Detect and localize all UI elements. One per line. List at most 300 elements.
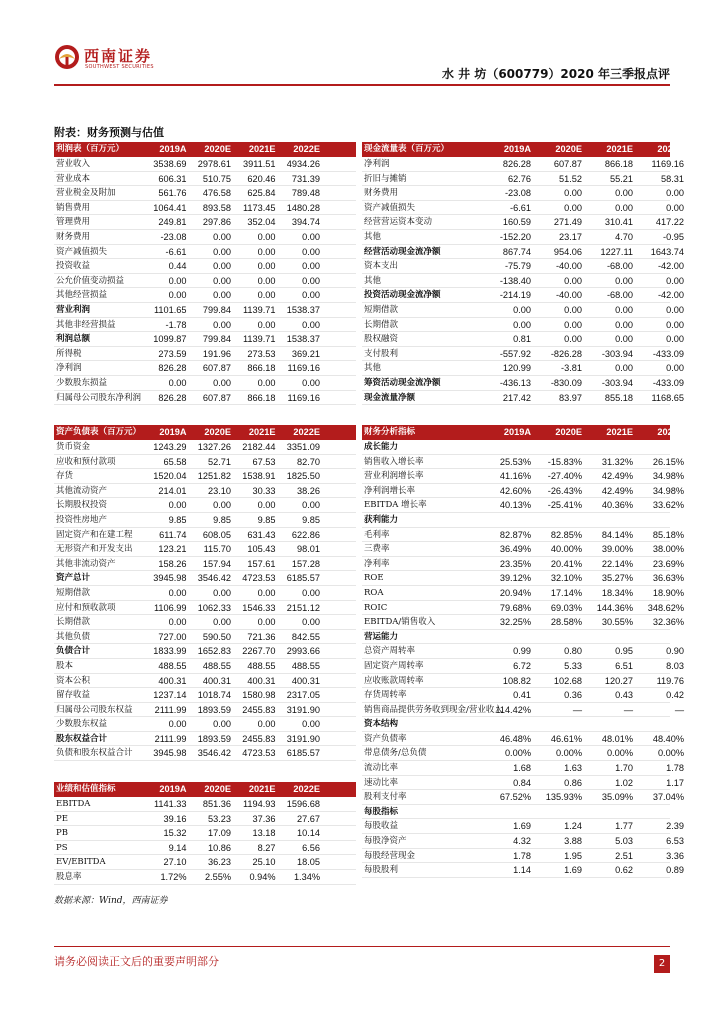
table-row <box>54 870 356 885</box>
row-value: 1194.93 <box>242 799 276 809</box>
row-value: 3911.51 <box>242 159 276 169</box>
row-value: 0.80 <box>564 646 582 657</box>
row-label: 每股收益 <box>364 821 399 832</box>
table-row <box>54 601 356 616</box>
table-row <box>362 469 684 484</box>
row-value: 48.40% <box>652 733 684 744</box>
table-row <box>54 812 356 827</box>
row-value: 2455.83 <box>242 733 276 744</box>
row-value: 400.31 <box>158 675 187 686</box>
appendix-title: 附表：财务预测与估值 <box>54 126 164 139</box>
year-header: 2021E <box>606 144 633 154</box>
row-value: 42.60% <box>499 485 531 496</box>
table-row <box>362 440 670 455</box>
table-row <box>362 586 684 601</box>
row-label: 速动比率 <box>364 777 399 788</box>
table-row <box>54 484 356 499</box>
row-value: 2317.05 <box>286 690 320 701</box>
row-value: 42.49% <box>601 471 633 482</box>
table-header-row <box>54 425 356 440</box>
row-value: 3945.98 <box>153 573 187 584</box>
row-value: 157.94 <box>202 558 231 569</box>
company-logo <box>54 44 179 74</box>
row-value: 41.16% <box>499 471 531 482</box>
row-label: EV/EBITDA <box>56 857 106 868</box>
row-value: 488.55 <box>158 660 187 671</box>
row-value: 1480.28 <box>286 202 320 213</box>
table-title: 利润表（百万元） <box>56 144 125 154</box>
row-value <box>482 805 533 819</box>
row-value: 1106.99 <box>153 602 187 613</box>
row-value: 32.36% <box>652 617 684 628</box>
row-value: 3945.98 <box>153 748 187 759</box>
row-label: 股东权益合计 <box>56 733 108 744</box>
row-label: 应收账款周转率 <box>364 675 424 686</box>
row-value: 1.17 <box>666 777 684 788</box>
valuation-table <box>54 782 356 885</box>
row-label: 每股净资产 <box>364 836 407 847</box>
row-label: PE <box>56 813 68 824</box>
row-value: 0.00 <box>615 334 633 345</box>
row-value: 4723.53 <box>242 573 276 584</box>
table-header-row <box>362 142 684 157</box>
row-label: 每股股利 <box>364 865 399 876</box>
row-value: -0.95 <box>663 231 684 242</box>
row-value: 348.62% <box>647 602 684 613</box>
row-value: -23.08 <box>160 231 187 242</box>
header-divider <box>54 84 670 86</box>
row-value: 0.00 <box>168 500 187 511</box>
row-label: 支付股利 <box>364 348 399 359</box>
row-value: 37.04% <box>652 792 684 803</box>
row-value: 0.00 <box>615 363 633 374</box>
table-row <box>362 761 684 776</box>
row-label: 应付和预收款项 <box>56 602 116 613</box>
data-source-note: 数据来源：Wind，西南证券 <box>54 896 168 906</box>
row-value: 0.00 <box>302 231 320 242</box>
table-row <box>54 513 356 528</box>
table-row <box>362 834 684 849</box>
row-value: 22.14% <box>601 558 633 569</box>
table-row <box>362 703 684 718</box>
row-label: 短期借款 <box>364 304 399 315</box>
row-label: 折旧与摊销 <box>364 173 407 184</box>
table-row <box>362 571 684 586</box>
row-label: EBITDA 增长率 <box>364 500 427 511</box>
row-value <box>482 630 533 644</box>
row-label: 其他非流动资产 <box>56 558 116 569</box>
row-label: 成长能力 <box>364 442 399 452</box>
row-value: 352.04 <box>247 217 276 228</box>
row-label: 其他经营损益 <box>56 290 108 301</box>
row-value: 1538.91 <box>242 471 276 482</box>
row-value: 39.00% <box>601 544 633 555</box>
row-label: 净利润增长率 <box>364 485 416 496</box>
row-value: -830.09 <box>550 377 582 388</box>
table-row <box>54 746 356 761</box>
row-label: 营业税金及附加 <box>56 188 116 199</box>
table-title: 业绩和估值指标 <box>56 784 116 794</box>
table-row <box>362 186 684 201</box>
row-label: 股利支付率 <box>364 792 407 803</box>
table-row <box>362 274 684 289</box>
row-label: 投资性房地产 <box>56 514 108 525</box>
row-value: 82.70 <box>297 456 320 467</box>
row-value: 1141.33 <box>153 799 187 809</box>
row-value: 0.62 <box>615 865 633 876</box>
row-label: 现金流量净额 <box>364 392 416 403</box>
row-value: 34.98% <box>652 471 684 482</box>
table-row <box>362 688 684 703</box>
financial-ratios-table <box>362 425 684 878</box>
row-value: 0.00 <box>302 246 320 257</box>
row-label: 应收和预付款项 <box>56 456 116 467</box>
row-value: 4934.26 <box>286 159 320 169</box>
row-value: 69.03% <box>550 602 582 613</box>
row-value: 23.10 <box>208 485 231 496</box>
row-value: 0.00 <box>257 377 276 388</box>
row-value: 0.00 <box>666 363 684 374</box>
row-value: 297.86 <box>202 217 231 228</box>
table-row <box>54 274 356 289</box>
row-label: 固定资产和在建工程 <box>56 529 133 540</box>
row-value: 2978.61 <box>197 159 231 169</box>
row-value: 23.35% <box>499 558 531 569</box>
row-value: 36.63% <box>652 573 684 584</box>
row-label: 每股指标 <box>364 806 399 817</box>
row-label: 其他流动资产 <box>56 485 108 496</box>
row-value: 18.05 <box>297 857 320 868</box>
table-row <box>362 484 684 499</box>
logo-mark-icon <box>54 44 80 70</box>
row-value: 1101.65 <box>153 304 187 315</box>
year-header: 2021E <box>248 784 276 794</box>
year-header: 2021E <box>248 427 276 437</box>
year-header: 2019A <box>503 144 531 154</box>
row-value: -138.40 <box>499 275 531 286</box>
year-header: 2022E <box>293 427 320 437</box>
row-value: 2.39 <box>666 821 684 832</box>
row-value: 10.14 <box>297 828 320 839</box>
row-value: — <box>623 704 633 715</box>
table-row <box>54 688 356 703</box>
row-value: -303.94 <box>601 348 633 359</box>
row-value: 1064.41 <box>153 202 187 213</box>
table-row <box>54 455 356 470</box>
row-value: 2111.99 <box>154 704 187 715</box>
row-value: 214.01 <box>158 485 187 496</box>
row-value: -557.92 <box>499 348 531 359</box>
row-value: 52.71 <box>208 456 231 467</box>
row-value: 1.69 <box>564 865 582 876</box>
row-value: 5.33 <box>564 660 582 671</box>
row-value: 1.95 <box>564 850 582 861</box>
table-title: 财务分析指标 <box>364 427 416 437</box>
row-value: 590.50 <box>202 631 231 642</box>
row-value: 2993.66 <box>286 646 320 657</box>
row-value <box>584 805 635 819</box>
row-value: 0.00 <box>257 500 276 511</box>
row-value: 0.00 <box>666 202 684 213</box>
row-value: -433.09 <box>652 348 684 359</box>
row-value: 0.00 <box>213 261 231 272</box>
row-value: 39.16 <box>163 813 187 824</box>
row-value <box>533 717 584 731</box>
row-value: 1251.82 <box>197 471 231 482</box>
table-row <box>54 630 356 645</box>
table-row <box>54 855 356 870</box>
footer-divider <box>54 946 670 947</box>
row-label: 长期借款 <box>56 617 91 628</box>
row-value: 39.12% <box>499 573 531 584</box>
row-value: 1893.59 <box>197 733 231 744</box>
row-label: 货币资金 <box>56 442 91 452</box>
row-value: 9.85 <box>257 514 276 525</box>
row-value: 10.86 <box>208 842 231 853</box>
row-value: 1.02 <box>615 777 633 788</box>
row-value: -42.00 <box>657 261 684 272</box>
row-value: 866.18 <box>247 392 276 403</box>
row-label: 营运能力 <box>364 631 399 642</box>
row-label: 资产减值损失 <box>56 246 108 257</box>
row-value: 1237.14 <box>153 690 187 701</box>
row-value: 160.59 <box>502 217 531 228</box>
year-header: 2021E <box>606 427 633 437</box>
row-value: 46.61% <box>550 733 582 744</box>
row-value: 6.72 <box>513 660 531 671</box>
row-label: 资本公积 <box>56 675 91 686</box>
row-label: 其他 <box>364 275 382 286</box>
row-value: 1.72% <box>160 871 187 882</box>
row-value: 1327.26 <box>197 442 231 452</box>
page-number: 2 <box>654 955 670 973</box>
table-row <box>54 391 356 406</box>
row-value: 2111.99 <box>154 733 187 744</box>
year-header: 2021E <box>248 144 276 154</box>
table-row <box>54 498 356 513</box>
row-value: -42.00 <box>657 290 684 301</box>
row-value: 9.14 <box>168 842 187 853</box>
row-value: 9.85 <box>213 514 231 525</box>
row-value: 0.00 <box>257 275 276 286</box>
table-row <box>54 528 356 543</box>
row-value: 3191.90 <box>286 733 320 744</box>
row-value: 417.22 <box>655 217 684 228</box>
table-row <box>362 230 684 245</box>
row-value: 488.55 <box>202 660 231 671</box>
row-value: 0.00 <box>302 377 320 388</box>
table-row <box>362 288 684 303</box>
row-value: 0.00 <box>564 319 582 330</box>
table-row <box>54 659 356 674</box>
row-value: 23.17 <box>559 231 582 242</box>
row-value: 1.14 <box>513 865 531 876</box>
row-value: 0.41 <box>513 690 531 701</box>
row-label: 资本支出 <box>364 261 399 272</box>
year-header: 2020E <box>204 784 231 794</box>
row-value: 191.96 <box>202 348 231 359</box>
row-value: 1580.98 <box>242 690 276 701</box>
row-value: 0.00% <box>657 748 684 759</box>
row-value: 25.53% <box>499 456 531 467</box>
row-label: 无形资产和开发支出 <box>56 544 133 555</box>
row-value: 0.00 <box>666 304 684 315</box>
row-value: 6185.57 <box>286 573 320 584</box>
table-row <box>54 347 356 362</box>
row-value: 32.10% <box>550 573 582 584</box>
row-value <box>635 630 686 644</box>
table-row <box>54 288 356 303</box>
table-row <box>362 542 684 557</box>
year-header: 2019A <box>503 427 531 437</box>
row-value: — <box>572 704 582 715</box>
row-label: 少数股东权益 <box>56 719 108 730</box>
table-row <box>362 245 684 260</box>
row-value: 30.33 <box>252 485 276 496</box>
row-label: 经营活动现金流净额 <box>364 246 441 257</box>
row-value: 1173.45 <box>242 202 276 213</box>
row-value <box>584 717 635 731</box>
row-value: 6.53 <box>666 836 684 847</box>
row-label: 短期借款 <box>56 587 91 598</box>
year-header: 2022E <box>293 784 320 794</box>
table-row <box>54 440 356 455</box>
row-value: 510.75 <box>202 173 231 184</box>
row-value: 954.06 <box>553 246 582 257</box>
row-value: 62.76 <box>508 173 531 184</box>
year-header: 2019A <box>159 144 187 154</box>
row-value: 1538.37 <box>286 304 320 315</box>
row-value: 6.56 <box>302 842 320 853</box>
table-row <box>54 259 356 274</box>
row-value: 1546.33 <box>242 602 276 613</box>
row-label: 存货周转率 <box>364 690 407 701</box>
table-row <box>54 186 356 201</box>
table-row <box>362 849 684 864</box>
row-value: 4.70 <box>615 231 633 242</box>
row-value: 3.36 <box>666 850 684 861</box>
row-value: 157.61 <box>247 558 276 569</box>
row-value <box>533 513 584 527</box>
row-value: 8.27 <box>257 842 276 853</box>
row-value: 866.18 <box>247 363 276 374</box>
row-value: 5.03 <box>615 836 633 847</box>
table-row <box>54 732 356 747</box>
row-value: 0.00 <box>513 319 531 330</box>
table-row <box>362 790 684 805</box>
row-label: EBITDA <box>56 799 91 809</box>
table-row <box>362 303 684 318</box>
row-value: 625.84 <box>247 188 276 199</box>
row-value: 1.70 <box>615 763 633 774</box>
row-label: 长期股权投资 <box>56 500 108 511</box>
row-value: 0.00 <box>615 275 633 286</box>
row-value: 119.76 <box>656 675 684 686</box>
row-label: 归属母公司股东净利润 <box>56 392 142 403</box>
year-header: 2020E <box>204 144 231 154</box>
row-value: 271.49 <box>553 217 582 228</box>
row-value: -40.00 <box>555 290 582 301</box>
row-value: 0.00 <box>564 275 582 286</box>
row-value: 0.00 <box>302 319 320 330</box>
row-value: 400.31 <box>291 675 320 686</box>
row-value: 1520.04 <box>153 471 187 482</box>
table-row <box>362 819 684 834</box>
row-value: 0.00 <box>564 334 582 345</box>
row-value: 249.81 <box>158 217 187 228</box>
row-value: 0.00 <box>302 261 320 272</box>
row-value: 0.00% <box>555 748 582 759</box>
row-label: PS <box>56 842 68 853</box>
row-label: 营业利润增长率 <box>364 471 424 482</box>
row-value: 1.69 <box>513 821 531 832</box>
row-label: 少数股东损益 <box>56 377 108 388</box>
table-row <box>362 201 684 216</box>
row-value: 20.41% <box>550 558 582 569</box>
row-label: 财务费用 <box>56 231 91 242</box>
row-value: 18.90% <box>652 587 684 598</box>
row-value: 1643.74 <box>650 246 684 257</box>
row-value: 0.00 <box>168 719 187 730</box>
row-value: 0.00 <box>666 319 684 330</box>
row-value: 631.43 <box>247 529 276 540</box>
row-value: 0.00% <box>606 748 633 759</box>
table-row <box>54 215 356 230</box>
row-label: 股息率 <box>56 871 82 882</box>
row-value: 0.00 <box>564 202 582 213</box>
row-value: 1596.68 <box>286 799 320 809</box>
row-value: 0.95 <box>615 646 633 657</box>
row-value <box>635 805 686 819</box>
row-value: 1.34% <box>293 871 320 882</box>
row-label: 利润总额 <box>56 334 91 345</box>
row-label: 营业收入 <box>56 159 91 169</box>
row-label: 净利率 <box>364 558 390 569</box>
row-value: 1169.16 <box>651 159 684 169</box>
row-value: 611.74 <box>159 529 187 540</box>
row-value: 48.01% <box>601 733 633 744</box>
row-value: 400.31 <box>202 675 231 686</box>
row-label: 带息债务/总负债 <box>364 748 427 759</box>
row-value: 0.00 <box>168 587 187 598</box>
table-row <box>54 318 356 333</box>
row-value: 3.88 <box>564 836 582 847</box>
table-header-row <box>362 425 684 440</box>
logo-text-en: SOUTHWEST SECURITIES <box>85 64 154 70</box>
row-value: 84.14% <box>601 529 633 540</box>
row-value: 400.31 <box>247 675 276 686</box>
row-value: 114.42% <box>495 704 531 715</box>
row-label: 净利润 <box>364 159 390 169</box>
row-value: -23.08 <box>504 188 531 199</box>
row-value: 1.77 <box>615 821 633 832</box>
row-value: 40.00% <box>550 544 582 555</box>
row-value: 1652.83 <box>197 646 231 657</box>
year-header: 2020E <box>204 427 231 437</box>
row-label: PB <box>56 828 68 839</box>
row-value: 1893.59 <box>197 704 231 715</box>
row-value: 0.00 <box>302 719 320 730</box>
table-row <box>54 644 356 659</box>
row-value <box>584 440 635 454</box>
row-value: 36.23 <box>208 857 231 868</box>
table-title: 现金流量表（百万元） <box>364 144 450 154</box>
logo-text-cn: 西南证券 <box>84 47 153 65</box>
row-value: 0.00 <box>213 617 231 628</box>
row-value: 40.13% <box>499 500 531 511</box>
table-row <box>362 805 670 820</box>
row-value: 58.31 <box>661 173 684 184</box>
